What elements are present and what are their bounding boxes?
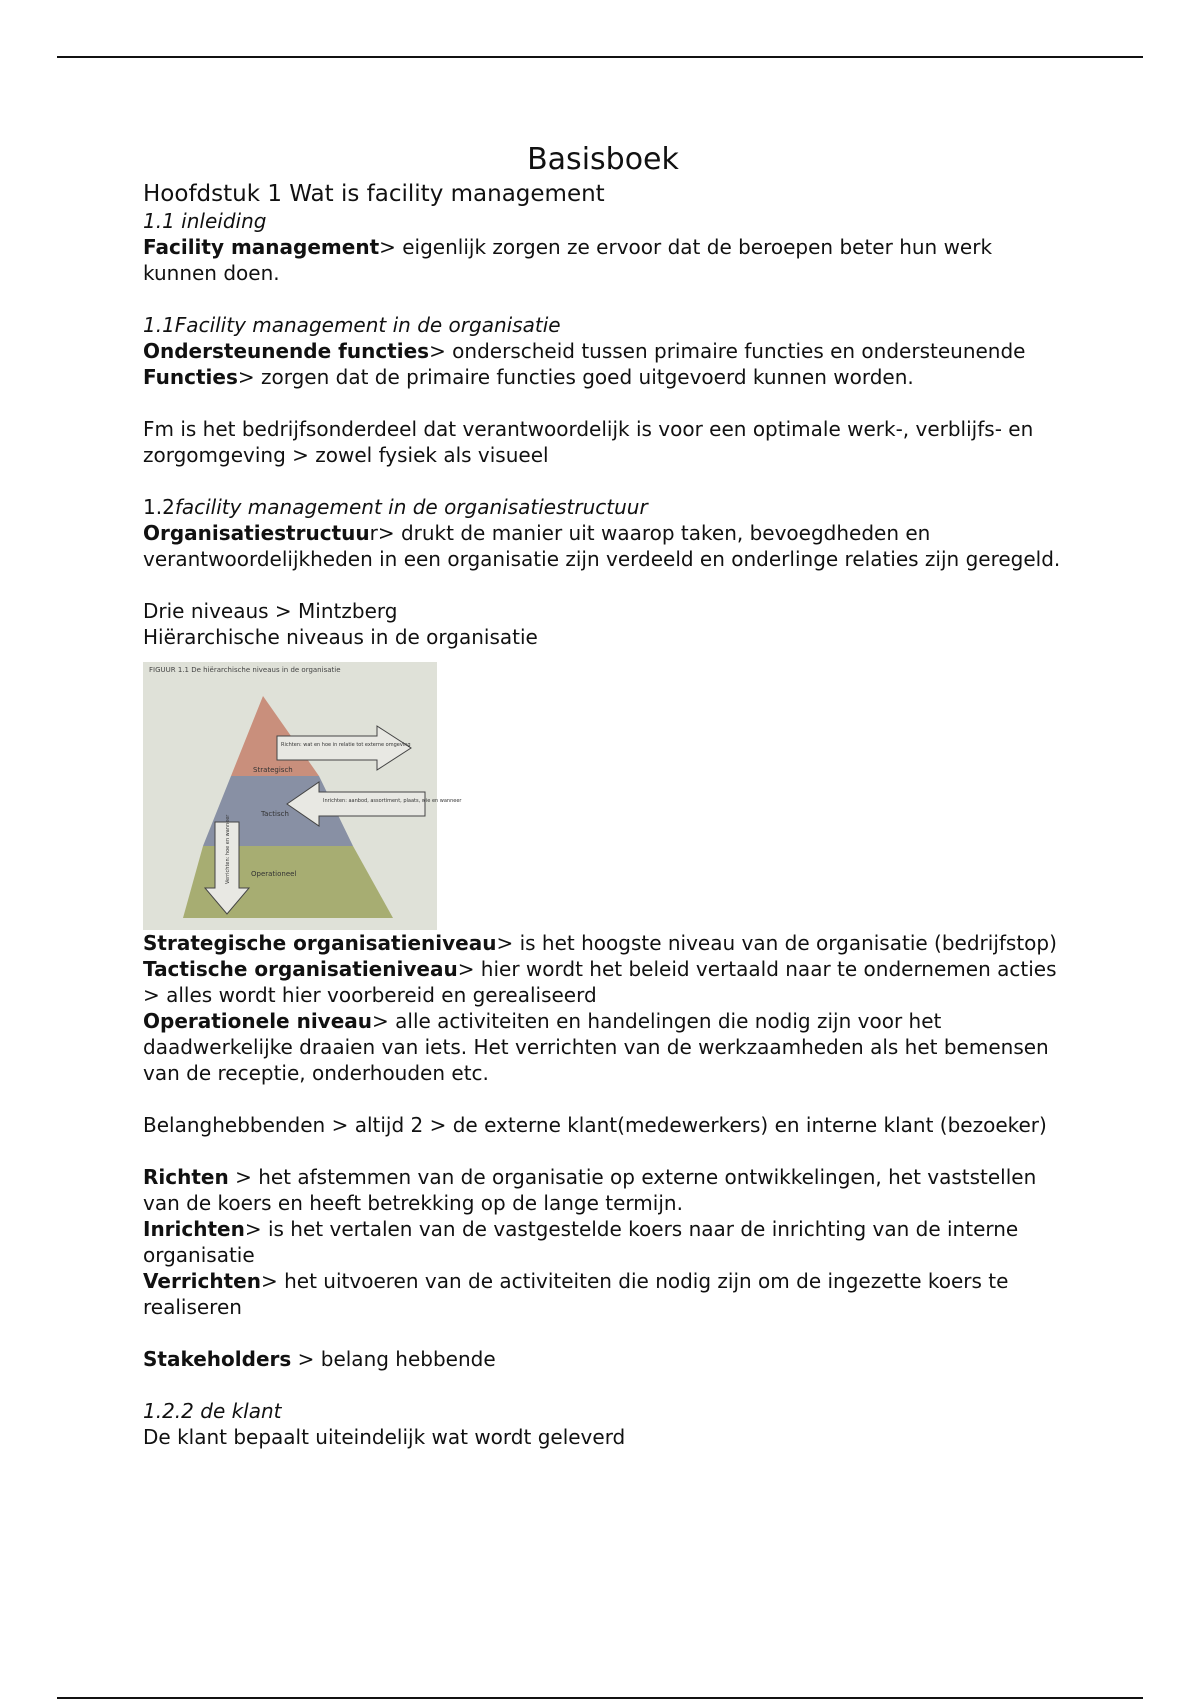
term-facility-management: Facility management: [143, 235, 380, 259]
document-body: [143, 140, 1063, 1450]
paragraph-klant: De klant bepaalt uiteindelijk wat wordt geleverd: [143, 1425, 626, 1449]
paragraph-fm: Fm is het bedrijfsonderdeel dat verantwoordelijk is voor een optimale werk-, verblijfs- en zorgomgeving > zowel fysiek als visueel: [143, 417, 1034, 467]
level-strategic: [143, 930, 1063, 956]
definition-text: > hier wordt het beleid vertaald naar te ondernemen acties > alles wordt hier voorbereid en gerealiseerd: [143, 957, 1057, 1007]
definition-text: > het uitvoeren van de activiteiten die nodig zijn om de ingezette koers te realiseren: [143, 1269, 1009, 1319]
figure-caption: FIGUUR 1.1 De hiërarchische niveaus in de organisatie: [149, 666, 341, 674]
definition-text: > zorgen dat de primaire functies goed uitgevoerd kunnen worden.: [237, 365, 914, 389]
term-verrichten: Verrichten: [143, 1269, 261, 1293]
label-operationeel: Operationeel: [251, 870, 297, 878]
section-number: 1.2: [143, 495, 175, 519]
label-strategisch: Strategisch: [253, 766, 293, 774]
paragraph-organisatiestructuur: [143, 520, 1063, 572]
section-heading-klant: 1.2.2 de klant: [143, 1399, 282, 1423]
term-ondersteunende-functies: Ondersteunende functies: [143, 339, 430, 363]
paragraph-stakeholders: [143, 1346, 1063, 1372]
section-heading-inleiding: 1.1 inleiding: [143, 209, 267, 233]
term-inrichten: Inrichten: [143, 1217, 245, 1241]
action-verrichten: [143, 1268, 1063, 1320]
line-drie-niveaus: Drie niveaus > Mintzberg: [143, 599, 398, 623]
definition-text: > belang hebbende: [291, 1347, 496, 1371]
action-inrichten: [143, 1216, 1063, 1268]
level-tactical: [143, 956, 1063, 1008]
section-title: facility management in de organisatiestructuur: [174, 495, 648, 519]
term-richten: Richten: [143, 1165, 229, 1189]
verrichten-label: Verrichten: hoe en wanneer: [225, 814, 231, 884]
level-operational: [143, 1008, 1063, 1086]
action-richten: [143, 1164, 1063, 1216]
term-strategisch: Strategische organisatieniveau: [143, 931, 497, 955]
definition-text: r> drukt de manier uit waarop taken, bevoegdheden en verantwoordelijkheden in een organisatie zijn verdeeld en onderlinge relaties zijn geregeld.: [143, 521, 1061, 571]
definition-text: > onderscheid tussen primaire functies en ondersteunende: [429, 339, 1026, 363]
term-organisatiestructuur: Organisatiestructuu: [143, 521, 370, 545]
line-hierarchische-niveaus: Hiërarchische niveaus in de organisatie: [143, 625, 538, 649]
inrichten-label: Inrichten: aanbod, assortiment, plaats, wie en wanneer: [323, 798, 462, 804]
header-rule: [57, 56, 1143, 58]
term-functies: Functies: [143, 365, 238, 389]
term-tactisch: Tactische organisatieniveau: [143, 957, 458, 981]
document-title: Basisboek: [527, 142, 679, 177]
chapter-heading: Hoofdstuk 1 Wat is facility management: [143, 181, 605, 207]
label-tactisch: Tactisch: [261, 810, 289, 818]
term-stakeholders: Stakeholders: [143, 1347, 292, 1371]
paragraph-facility-management: [143, 234, 1063, 286]
pyramid-figure: [143, 662, 462, 930]
definition-text: > eigenlijk zorgen ze ervoor dat de beroepen beter hun werk kunnen doen.: [143, 235, 993, 285]
definition-text: > is het hoogste niveau van de organisatie (bedrijfstop): [496, 931, 1057, 955]
definition-text: > is het vertalen van de vastgestelde koers naar de inrichting van de interne organisatie: [143, 1217, 1019, 1267]
section-heading-organisatiestructuur: [143, 494, 1063, 520]
definition-text: > alle activiteiten en handelingen die nodig zijn voor het daadwerkelijke draaien van iets. Het verrichten van de werkzaamheden als het bemensen van de receptie, onderhouden etc.: [143, 1009, 1049, 1085]
term-operationeel: Operationele niveau: [143, 1009, 373, 1033]
paragraph-ondersteunende-functies: [143, 338, 1063, 390]
paragraph-belanghebbenden: Belanghebbenden > altijd 2 > de externe klant(medewerkers) en interne klant (bezoeker): [143, 1113, 1047, 1137]
section-heading-organisatie: 1.1Facility management in de organisatie: [143, 313, 561, 337]
definition-text: > het afstemmen van de organisatie op externe ontwikkelingen, het vaststellen van de koers en heeft betrekking op de lange termijn.: [143, 1165, 1037, 1215]
richten-label: Richten: wat en hoe in relatie tot externe omgeving: [281, 742, 411, 748]
footer-rule: [57, 1697, 1143, 1699]
